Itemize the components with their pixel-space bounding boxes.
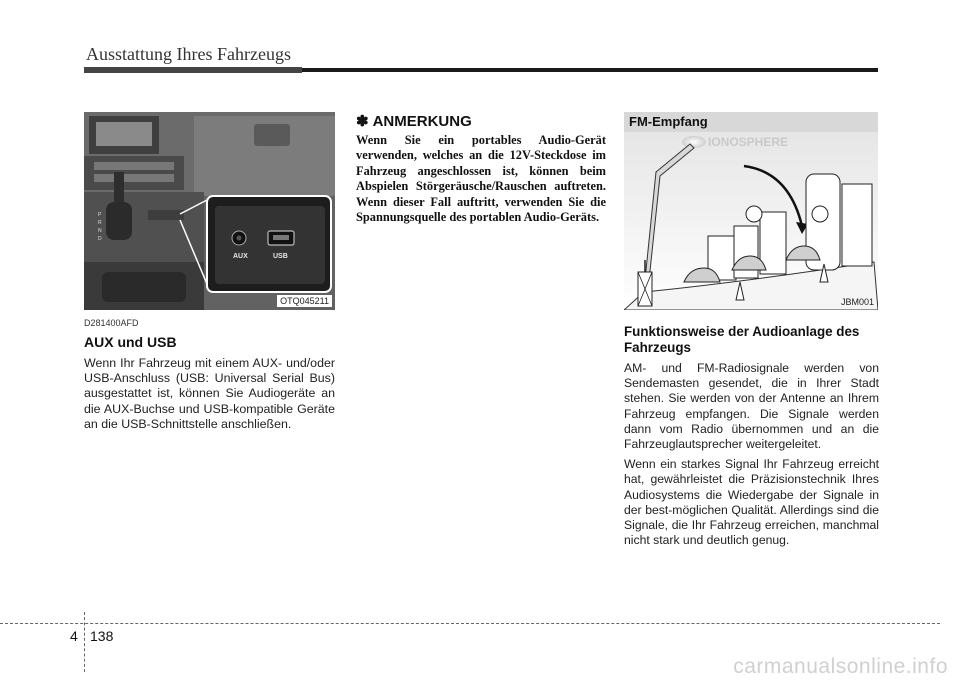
page-number: 138	[90, 628, 114, 644]
fm-diagram	[624, 132, 878, 310]
fm-reception-figure	[624, 112, 878, 310]
chapter-number: 4	[70, 628, 78, 644]
audio-heading: Funktionsweise der Audioanlage des Fahrzeugs	[624, 324, 860, 355]
section-heading: AUX und USB	[84, 334, 177, 350]
note-title: ANMERKUNG	[372, 112, 472, 130]
svg-text:R: R	[98, 220, 102, 226]
chapter-header: Ausstattung Ihres Fahrzeugs	[86, 44, 291, 64]
footer-rule	[0, 623, 940, 624]
left-column	[84, 112, 335, 432]
header-rule-accent	[84, 67, 302, 73]
watermark: carmanualsonline.info	[733, 655, 948, 678]
section-code: D281400AFD	[84, 318, 139, 328]
right-column	[624, 112, 879, 548]
svg-text:N: N	[98, 228, 102, 234]
console-illustration	[84, 112, 335, 310]
ionosphere-label: IONOSPHERE	[708, 135, 789, 149]
usb-label: USB	[273, 253, 288, 260]
middle-column	[356, 112, 606, 225]
svg-text:D: D	[98, 236, 102, 242]
note-heading	[356, 112, 606, 130]
note-body: Wenn Sie ein portables Audio-Gerät verwenden, welches an die 12V-Steckdose im Fahrzeug angeschlossen ist, können beim Abspielen Störgeräusche/Rauschen auftreten. Wenn dieser Fall auftritt, verwenden Sie die Spannungsquelle des portablen Audio-Geräts.	[356, 133, 606, 225]
audio-paragraph-1: AM- und FM-Radiosignale werden von Sendemasten gesendet, die in Ihrer Stadt stehen. Sie werden von der Antenne an Ihrem Fahrzeug empfangen. Die Signale werden dann vom Radio übernommen und an die Fahrzeuglautsprecher weitergeleitet.	[624, 361, 879, 452]
asterisk-icon: ✽	[356, 113, 369, 130]
figure-title: FM-Empfang	[629, 114, 708, 129]
svg-text:P: P	[98, 212, 102, 218]
audio-paragraph-2: Wenn ein starkes Signal Ihr Fahrzeug erreicht hat, gewährleistet die Präzisionstechnik Ihres Audiosystems die Wiedergabe der Signale in der best-möglichen Qualität. Allerdings sind die Signale, die Ihr Fahrzeug erreichen, manchmal nicht stark und deutlich genug.	[624, 457, 879, 548]
footer-divider	[84, 612, 85, 672]
figure-header	[624, 112, 878, 132]
figure-code: JBM001	[840, 297, 874, 307]
aux-usb-photo	[84, 112, 335, 310]
aux-label: AUX	[233, 253, 248, 260]
photo-code: OTQ045211	[277, 295, 332, 307]
section-body: Wenn Ihr Fahrzeug mit einem AUX- und/oder USB-Anschluss (USB: Universal Serial Bus) ausgestattet ist, können Sie Audiogeräte an die AUX-Buchse und USB-kompatible Geräte an die USB-Schnittstelle anschließen.	[84, 356, 335, 431]
